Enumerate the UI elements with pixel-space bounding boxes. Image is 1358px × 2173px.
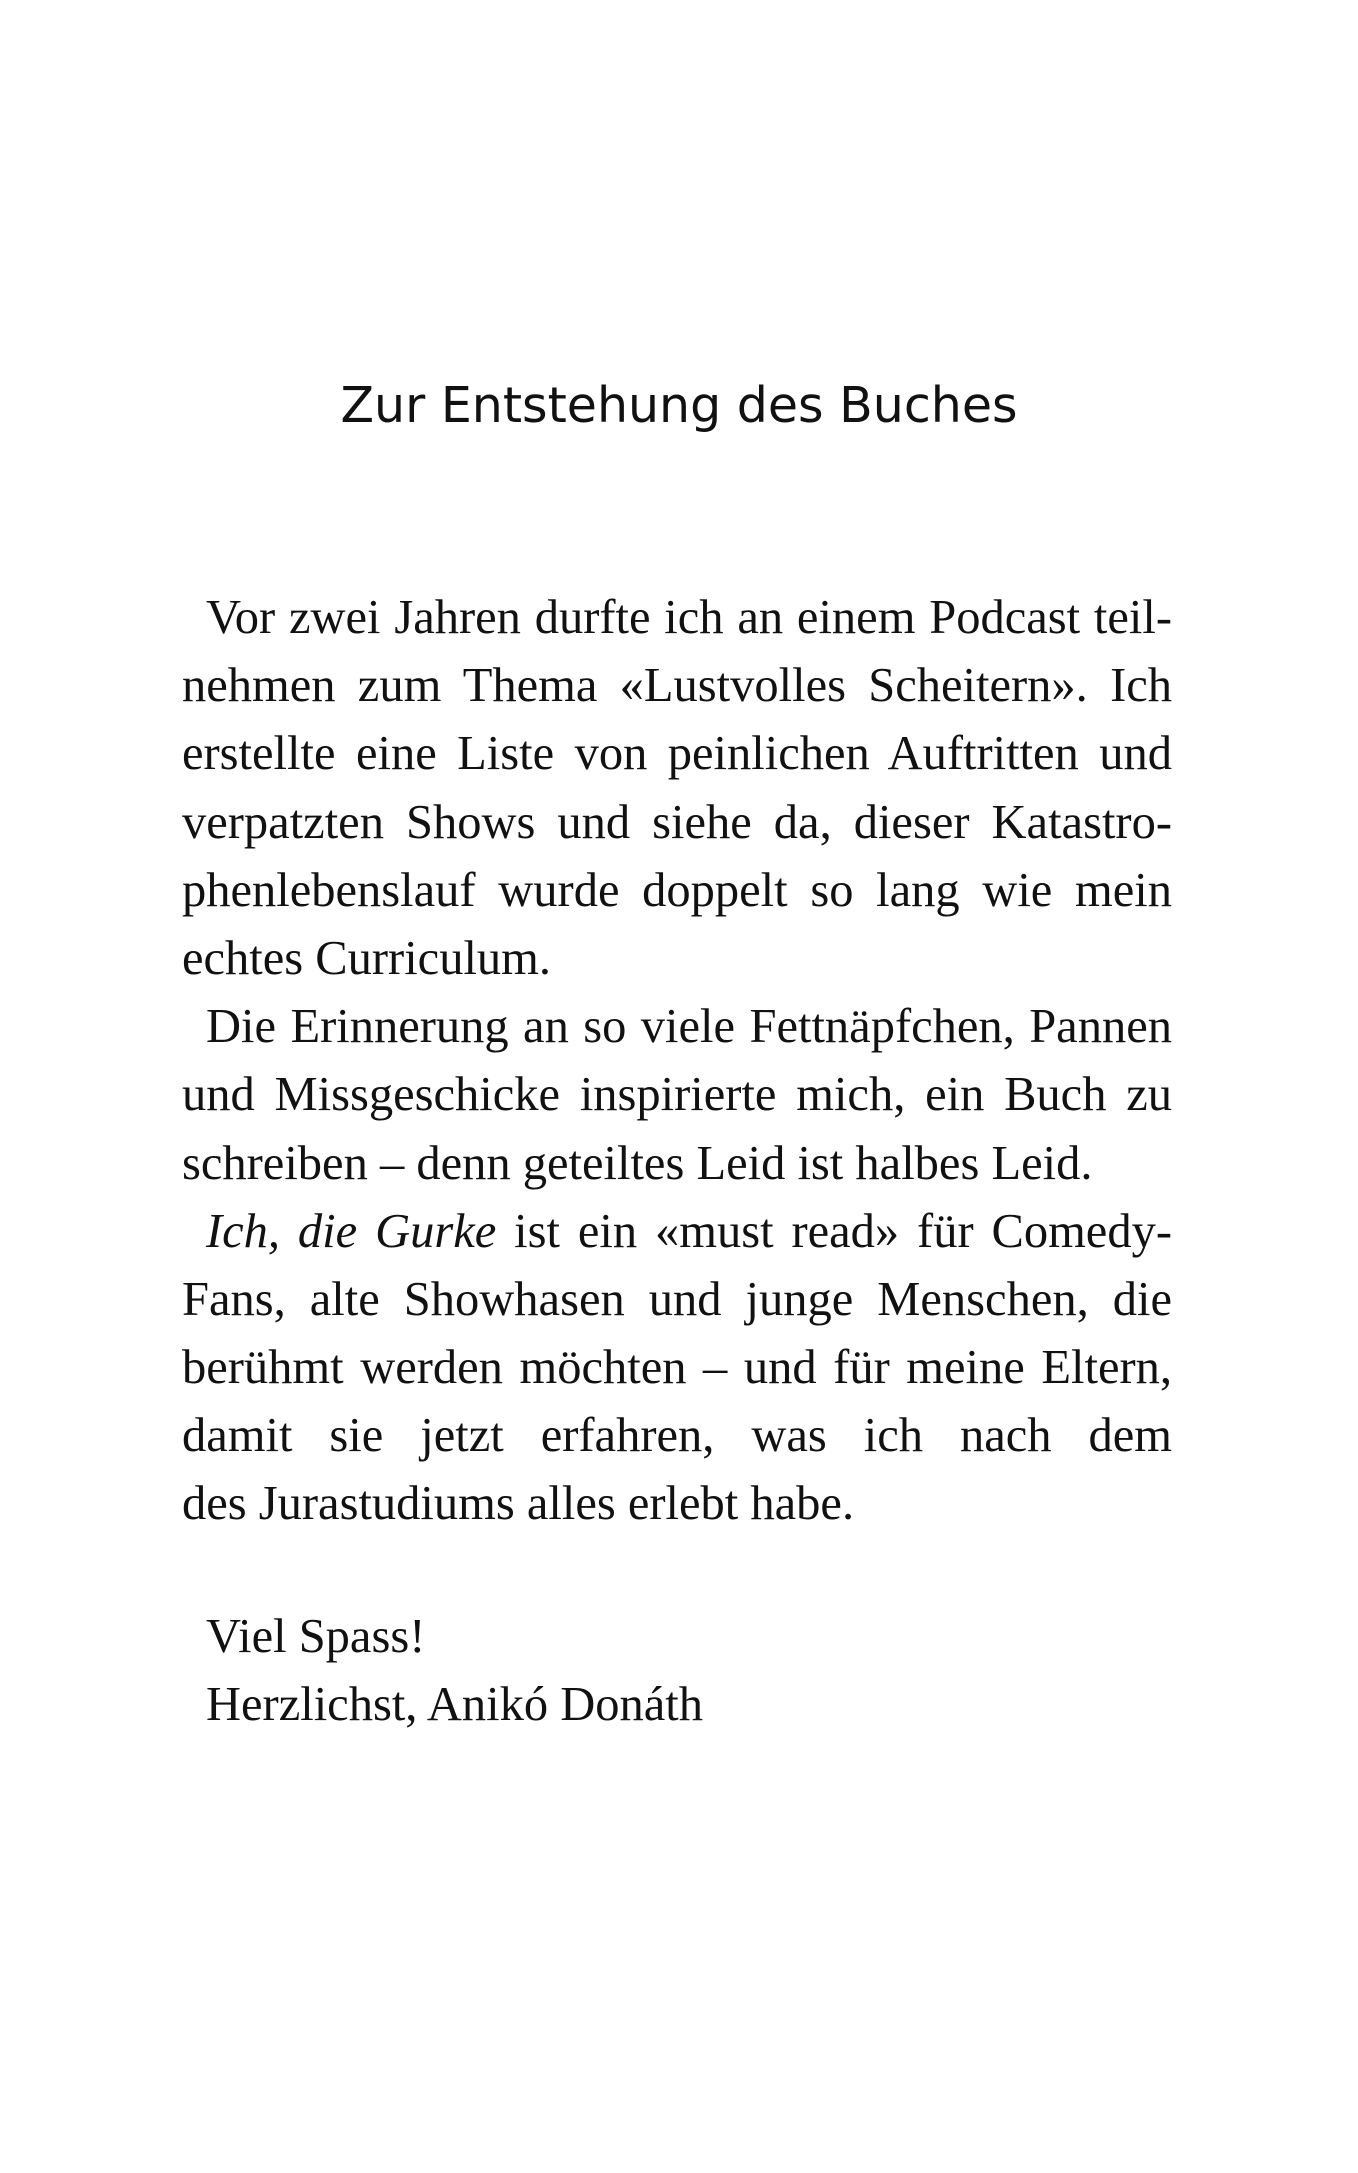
text-line: phenlebenslauf wurde doppelt so lang wie mein bbox=[182, 863, 1172, 917]
text-fragment: ist ein «must read» für Comedy- bbox=[496, 1204, 1172, 1258]
book-title-italic: Ich, die Gurke bbox=[206, 1204, 497, 1258]
closing-greeting: Viel Spass! bbox=[206, 1610, 426, 1663]
text-line: Vor zwei Jahren durfte ich an einem Podcast teil- bbox=[206, 591, 1172, 644]
text-line: erstellte eine Liste von peinlichen Auftritten und bbox=[182, 727, 1172, 781]
text-line: echtes Curriculum. bbox=[182, 931, 552, 985]
body-text bbox=[182, 584, 1172, 1539]
text-line: des Jurastudiums alles erlebt habe. bbox=[182, 1477, 855, 1531]
paragraph-3 bbox=[182, 1198, 1172, 1539]
text-line: berühmt werden möchten – und für meine Eltern, bbox=[182, 1341, 1172, 1395]
text-line: Fans, alte Showhasen und junge Menschen, die bbox=[182, 1272, 1172, 1326]
paragraph-1 bbox=[182, 584, 1172, 993]
text-line: schreiben – denn geteiltes Leid ist halbes Leid. bbox=[182, 1136, 1093, 1190]
paragraph-2 bbox=[182, 993, 1172, 1198]
text-line: Die Erinnerung an so viele Fettnäpfchen, Pannen bbox=[206, 1000, 1172, 1054]
text-line: verpatzten Shows und siehe da, dieser Katastro- bbox=[182, 795, 1172, 849]
text-line: und Missgeschicke inspirierte mich, ein Buch zu bbox=[182, 1068, 1172, 1122]
text-line: damit sie jetzt erfahren, was ich nach dem bbox=[182, 1409, 1172, 1463]
chapter-title: Zur Entstehung des Buches bbox=[340, 377, 1018, 434]
text-line: nehmen zum Thema «Lustvolles Scheitern». Ich bbox=[182, 659, 1172, 713]
closing-signature: Herzlichst, Anikó Donáth bbox=[206, 1678, 704, 1732]
text-line bbox=[182, 1198, 1172, 1266]
closing bbox=[206, 1603, 703, 1739]
